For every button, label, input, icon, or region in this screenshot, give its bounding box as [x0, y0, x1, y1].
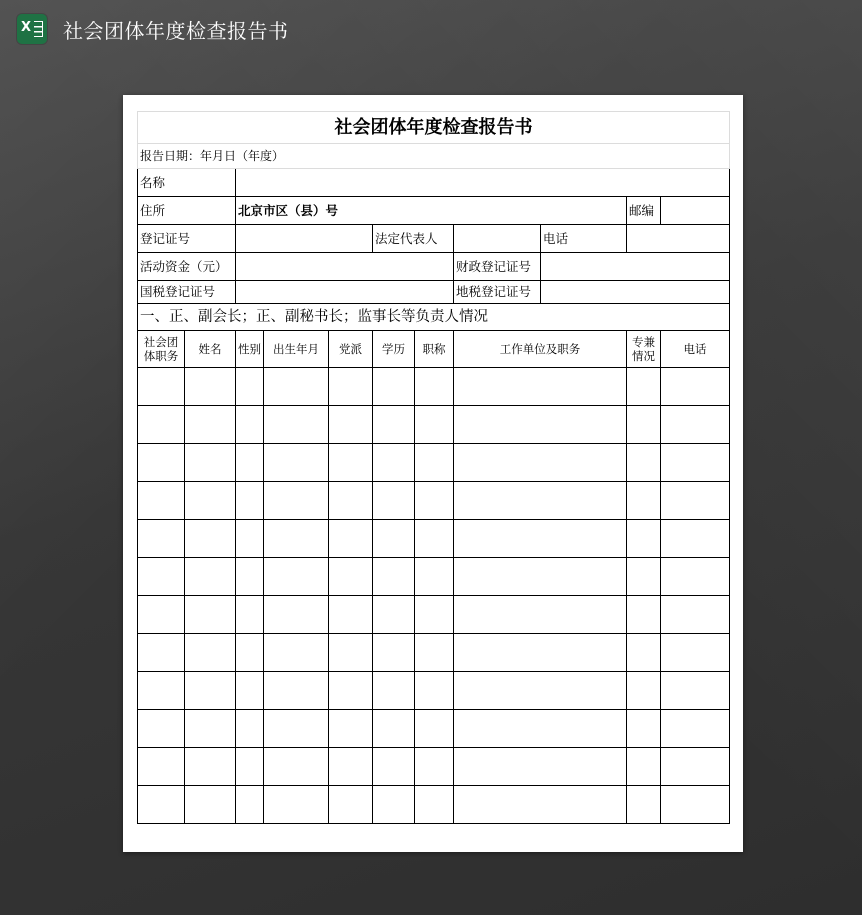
table-cell[interactable] — [373, 558, 415, 596]
table-cell[interactable] — [454, 406, 627, 444]
table-cell[interactable] — [661, 444, 730, 482]
table-cell[interactable] — [185, 596, 236, 634]
table-cell[interactable] — [236, 368, 264, 406]
table-row — [138, 634, 730, 672]
table-row — [138, 406, 730, 444]
header-birth: 出生年月 — [264, 331, 329, 368]
table-cell[interactable] — [236, 786, 264, 824]
table-cell[interactable] — [627, 786, 661, 824]
table-cell[interactable] — [627, 672, 661, 710]
table-cell[interactable] — [415, 710, 454, 748]
table-cell[interactable] — [661, 634, 730, 672]
table-cell[interactable] — [373, 520, 415, 558]
table-cell[interactable] — [627, 596, 661, 634]
table-cell[interactable] — [415, 368, 454, 406]
table-cell[interactable] — [415, 520, 454, 558]
table-cell[interactable] — [185, 406, 236, 444]
table-cell[interactable] — [138, 520, 185, 558]
table-row — [138, 748, 730, 786]
table-cell[interactable] — [236, 748, 264, 786]
table-cell[interactable] — [661, 520, 730, 558]
table-cell[interactable] — [627, 444, 661, 482]
table-cell[interactable] — [329, 406, 373, 444]
table-cell[interactable] — [415, 634, 454, 672]
table-cell[interactable] — [415, 482, 454, 520]
name-label: 名称 — [138, 169, 236, 197]
table-cell[interactable] — [415, 444, 454, 482]
table-cell[interactable] — [236, 710, 264, 748]
legal-rep-label: 法定代表人 — [373, 225, 454, 253]
table-cell[interactable] — [264, 558, 329, 596]
table-cell[interactable] — [661, 406, 730, 444]
table-cell[interactable] — [329, 786, 373, 824]
table-cell[interactable] — [264, 406, 329, 444]
table-cell[interactable] — [138, 444, 185, 482]
table-row — [138, 558, 730, 596]
table-cell[interactable] — [329, 672, 373, 710]
table-cell[interactable] — [264, 368, 329, 406]
table-cell[interactable] — [373, 748, 415, 786]
table-cell[interactable] — [373, 368, 415, 406]
table-header-row — [138, 331, 730, 368]
report-title: 社会团体年度检查报告书 — [138, 112, 730, 144]
table-cell[interactable] — [138, 482, 185, 520]
table-row — [138, 520, 730, 558]
local-tax-label: 地税登记证号 — [454, 281, 541, 304]
table-cell[interactable] — [264, 672, 329, 710]
table-cell[interactable] — [454, 368, 627, 406]
table-cell[interactable] — [236, 406, 264, 444]
national-tax-cell[interactable] — [236, 281, 454, 304]
postcode-label: 邮编 — [627, 197, 661, 225]
phone-cell[interactable] — [627, 225, 730, 253]
table-cell[interactable] — [661, 482, 730, 520]
table-cell[interactable] — [329, 748, 373, 786]
table-cell[interactable] — [661, 558, 730, 596]
table-cell[interactable] — [454, 748, 627, 786]
table-cell[interactable] — [138, 558, 185, 596]
header-gender: 性别 — [236, 331, 264, 368]
header-position: 社会团体职务 — [138, 331, 185, 368]
table-cell[interactable] — [661, 786, 730, 824]
table-cell[interactable] — [329, 634, 373, 672]
table-cell[interactable] — [627, 748, 661, 786]
table-cell[interactable] — [373, 406, 415, 444]
header-workplace: 工作单位及职务 — [454, 331, 627, 368]
table-cell[interactable] — [236, 558, 264, 596]
legal-rep-cell[interactable] — [454, 225, 541, 253]
table-cell[interactable] — [329, 444, 373, 482]
table-cell[interactable] — [329, 596, 373, 634]
table-cell[interactable] — [329, 520, 373, 558]
table-cell[interactable] — [264, 786, 329, 824]
table-cell[interactable] — [661, 710, 730, 748]
table-cell[interactable] — [415, 748, 454, 786]
postcode-cell[interactable] — [661, 197, 730, 225]
table-cell[interactable] — [627, 368, 661, 406]
table-cell[interactable] — [185, 558, 236, 596]
table-cell[interactable] — [661, 748, 730, 786]
header-title: 职称 — [415, 331, 454, 368]
table-cell[interactable] — [454, 786, 627, 824]
table-cell[interactable] — [264, 710, 329, 748]
table-cell[interactable] — [138, 596, 185, 634]
person-rows — [138, 368, 730, 824]
table-cell[interactable] — [185, 634, 236, 672]
table-row — [138, 786, 730, 824]
table-cell[interactable] — [454, 710, 627, 748]
report-date-line: 报告日期：年月日（年度） — [138, 144, 730, 169]
table-cell[interactable] — [138, 710, 185, 748]
table-cell[interactable] — [454, 482, 627, 520]
table-cell[interactable] — [138, 748, 185, 786]
phone-label: 电话 — [541, 225, 627, 253]
table-cell[interactable] — [185, 368, 236, 406]
table-cell[interactable] — [329, 482, 373, 520]
table-cell[interactable] — [415, 406, 454, 444]
window-titlebar — [17, 12, 289, 46]
table-row — [138, 482, 730, 520]
table-cell[interactable] — [264, 748, 329, 786]
table-cell[interactable] — [627, 710, 661, 748]
table-row — [138, 444, 730, 482]
funds-cell[interactable] — [236, 253, 454, 281]
table-cell[interactable] — [415, 786, 454, 824]
table-cell[interactable] — [138, 406, 185, 444]
reg-no-cell[interactable] — [236, 225, 373, 253]
report-form-table — [137, 111, 730, 824]
table-cell[interactable] — [627, 406, 661, 444]
table-cell[interactable] — [236, 596, 264, 634]
funds-label: 活动资金（元） — [138, 253, 236, 281]
table-cell[interactable] — [454, 444, 627, 482]
table-cell[interactable] — [415, 596, 454, 634]
table-cell[interactable] — [373, 482, 415, 520]
table-cell[interactable] — [264, 520, 329, 558]
table-cell[interactable] — [373, 596, 415, 634]
table-cell[interactable] — [661, 672, 730, 710]
name-cell[interactable] — [236, 169, 730, 197]
table-cell[interactable] — [627, 482, 661, 520]
table-cell[interactable] — [185, 444, 236, 482]
table-row — [138, 368, 730, 406]
table-cell[interactable] — [329, 368, 373, 406]
finance-reg-label: 财政登记证号 — [454, 253, 541, 281]
table-cell[interactable] — [415, 672, 454, 710]
table-cell[interactable] — [185, 482, 236, 520]
table-cell[interactable] — [185, 710, 236, 748]
table-cell[interactable] — [236, 520, 264, 558]
table-cell[interactable] — [264, 634, 329, 672]
table-cell[interactable] — [454, 596, 627, 634]
table-cell[interactable] — [627, 520, 661, 558]
table-cell[interactable] — [373, 634, 415, 672]
table-cell[interactable] — [627, 634, 661, 672]
address-cell[interactable]: 北京市区（县）号 — [236, 197, 627, 225]
table-cell[interactable] — [236, 634, 264, 672]
table-cell[interactable] — [454, 558, 627, 596]
table-row — [138, 672, 730, 710]
header-fulltime: 专兼情况 — [627, 331, 661, 368]
table-cell[interactable] — [264, 482, 329, 520]
table-cell[interactable] — [185, 786, 236, 824]
table-cell[interactable] — [236, 672, 264, 710]
national-tax-label: 国税登记证号 — [138, 281, 236, 304]
table-cell[interactable] — [185, 520, 236, 558]
address-label: 住所 — [138, 197, 236, 225]
table-cell[interactable] — [329, 558, 373, 596]
excel-icon: X — [17, 14, 47, 44]
table-cell[interactable] — [264, 596, 329, 634]
header-phone: 电话 — [661, 331, 730, 368]
table-cell[interactable] — [454, 520, 627, 558]
header-party: 党派 — [329, 331, 373, 368]
table-cell[interactable] — [373, 786, 415, 824]
table-cell[interactable] — [661, 368, 730, 406]
table-cell[interactable] — [185, 672, 236, 710]
finance-reg-cell[interactable] — [541, 253, 730, 281]
table-row — [138, 596, 730, 634]
table-cell[interactable] — [138, 786, 185, 824]
table-cell[interactable] — [373, 444, 415, 482]
table-cell[interactable] — [454, 672, 627, 710]
section-title: 一、正、副会长；正、副秘书长；监事长等负责人情况 — [138, 304, 730, 331]
table-cell[interactable] — [236, 444, 264, 482]
spreadsheet-page — [123, 95, 743, 852]
table-cell[interactable] — [373, 672, 415, 710]
table-cell[interactable] — [661, 596, 730, 634]
table-cell[interactable] — [236, 482, 264, 520]
table-cell[interactable] — [415, 558, 454, 596]
table-row — [138, 710, 730, 748]
table-cell[interactable] — [627, 558, 661, 596]
table-cell[interactable] — [185, 748, 236, 786]
table-cell[interactable] — [454, 634, 627, 672]
table-cell[interactable] — [329, 710, 373, 748]
window-title: 社会团体年度检查报告书 — [63, 18, 289, 43]
header-education: 学历 — [373, 331, 415, 368]
table-cell[interactable] — [373, 710, 415, 748]
reg-no-label: 登记证号 — [138, 225, 236, 253]
table-cell[interactable] — [138, 634, 185, 672]
local-tax-cell[interactable] — [541, 281, 730, 304]
header-name: 姓名 — [185, 331, 236, 368]
table-cell[interactable] — [264, 444, 329, 482]
table-cell[interactable] — [138, 672, 185, 710]
table-cell[interactable] — [138, 368, 185, 406]
